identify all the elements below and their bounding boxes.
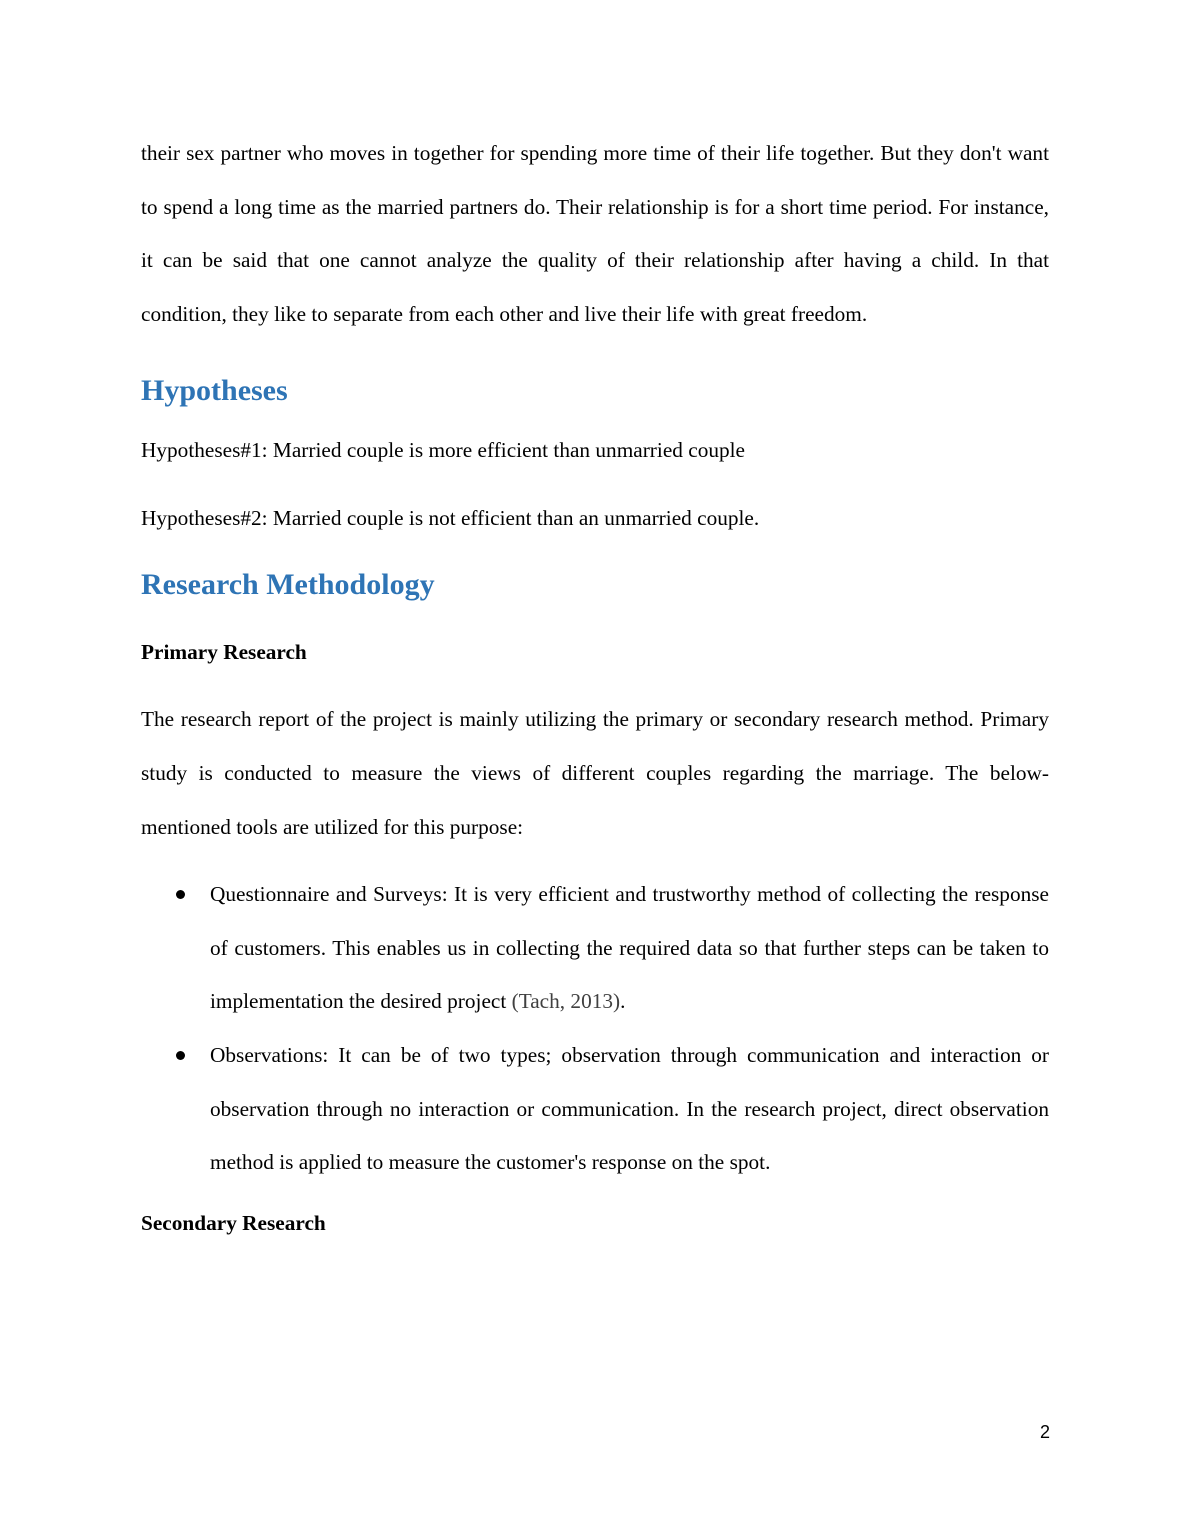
- page-number: 2: [1039, 1422, 1050, 1442]
- bullet-text: Observations: It can be of two types; observation through communication and interaction or observation through no interaction or communication. In the research project, direct observation method is applied to measure the customer's response on the spot.: [210, 1042, 1049, 1175]
- bullet-icon: [176, 890, 185, 899]
- bullet-text: [210, 868, 1049, 1029]
- primary-research-heading: Primary Research: [141, 640, 307, 665]
- primary-research-paragraph: The research report of the project is mainly utilizing the primary or secondary research method. Primary study is conducted to measure the views of different couples regarding the marriage. The below-mentioned tools are utilized for this purpose:: [141, 707, 1049, 839]
- hypothesis-2: Hypotheses#2: Married couple is not efficient than an unmarried couple.: [141, 506, 760, 531]
- research-tools-list: [141, 868, 1049, 1190]
- list-item: [141, 1029, 1049, 1190]
- research-methodology-heading: Research Methodology: [141, 568, 435, 602]
- list-item: [141, 868, 1049, 1029]
- page-content: [141, 127, 1049, 1238]
- hypotheses-heading: Hypotheses: [141, 374, 288, 408]
- bullet-body: Questionnaire and Surveys: It is very efficient and trustworthy method of collecting the response of customers. This enables us in collecting the required data so that further steps can be taken to implementation the desired project: [210, 882, 1049, 1014]
- citation: (Tach, 2013): [511, 989, 621, 1014]
- intro-paragraph: their sex partner who moves in together for spending more time of their life together. But they don't want to spend a long time as the married partners do. Their relationship is for a short time period. For instance, it can be said that one cannot analyze the quality of their relationship after having a child. In that condition, they like to separate from each other and live their life with great freedom.: [141, 141, 1049, 326]
- bullet-icon: [176, 1051, 185, 1060]
- hypothesis-1: Hypotheses#1: Married couple is more efficient than unmarried couple: [141, 438, 746, 463]
- bullet-tail: .: [620, 989, 626, 1014]
- secondary-research-heading: Secondary Research: [141, 1210, 326, 1235]
